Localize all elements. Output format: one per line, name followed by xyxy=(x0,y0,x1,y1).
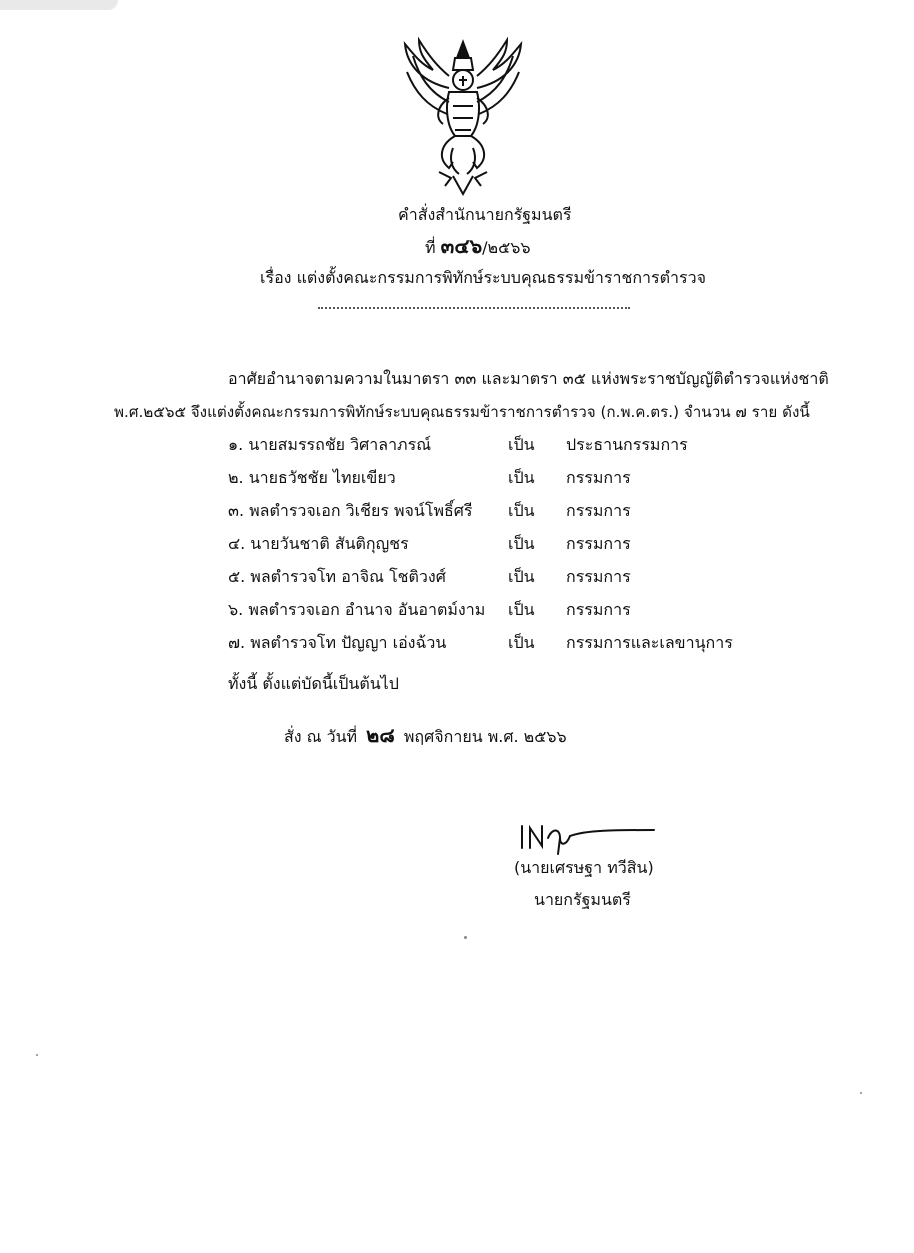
member-as: เป็น xyxy=(508,567,535,586)
order-date xyxy=(284,725,567,747)
order-number-suffix: /๒๕๖๖ xyxy=(482,238,531,257)
member-as: เป็น xyxy=(508,600,535,619)
date-suffix: พฤศจิกายน พ.ศ. ๒๕๖๖ xyxy=(403,727,567,746)
member-role: กรรมการ xyxy=(566,501,631,520)
member-name: ๑. นายสมรรถชัย วิศาลาภรณ์ xyxy=(228,435,432,454)
member-role: กรรมการ xyxy=(566,534,631,553)
member-name: ๔. นายวันชาติ สันติกุญชร xyxy=(228,534,409,553)
member-role: ประธานกรรมการ xyxy=(566,435,688,454)
order-title: คำสั่งสำนักนายกรัฐมนตรี xyxy=(398,205,572,224)
paragraph-line-1: อาศัยอำนาจตามความในมาตรา ๓๓ และมาตรา ๓๕ แห่งพระราชบัญญัติตำรวจแห่งชาติ xyxy=(228,369,829,388)
dotted-divider xyxy=(318,307,630,309)
member-as: เป็น xyxy=(508,435,535,454)
date-day-handwritten: ๒๘ xyxy=(366,723,395,747)
member-role: กรรมการ xyxy=(566,567,631,586)
member-name: ๗. พลตำรวจโท ปัญญา เอ่งฉ้วน xyxy=(228,633,447,652)
order-number-prefix: ที่ xyxy=(425,238,436,257)
member-name: ๖. พลตำรวจเอก อำนาจ อันอาตม์งาม xyxy=(228,600,486,619)
effective-clause: ทั้งนี้ ตั้งแต่บัดนี้เป็นต้นไป xyxy=(228,674,399,693)
member-role: กรรมการ xyxy=(566,468,631,487)
member-role: กรรมการ xyxy=(566,600,631,619)
paper-speck xyxy=(36,1054,38,1056)
member-name: ๒. นายธวัชชัย ไทยเขียว xyxy=(228,468,396,487)
paper-speck xyxy=(464,936,467,939)
paper-speck xyxy=(860,1092,862,1094)
member-as: เป็น xyxy=(508,468,535,487)
order-number-handwritten: ๓๔๖ xyxy=(440,234,483,258)
signatory-position: นายกรัฐมนตรี xyxy=(534,890,631,909)
handwritten-signature xyxy=(516,818,656,856)
order-subject: เรื่อง แต่งตั้งคณะกรรมการพิทักษ์ระบบคุณธรรมข้าราชการตำรวจ xyxy=(260,268,706,287)
member-name: ๓. พลตำรวจเอก วิเชียร พจน์โพธิ์ศรี xyxy=(228,501,473,520)
member-as: เป็น xyxy=(508,501,535,520)
garuda-emblem-icon xyxy=(393,36,533,196)
member-as: เป็น xyxy=(508,633,535,652)
signatory-name: (นายเศรษฐา ทวีสิน) xyxy=(514,858,654,877)
date-prefix: สั่ง ณ วันที่ xyxy=(284,727,358,746)
order-number xyxy=(425,236,531,258)
member-role: กรรมการและเลขานุการ xyxy=(566,633,733,652)
paragraph-line-2: พ.ศ.๒๕๖๕ จึงแต่งตั้งคณะกรรมการพิทักษ์ระบบคุณธรรมข้าราชการตำรวจ (ก.พ.ค.ตร.) จำนวน ๗ ราย ดังนี้ xyxy=(114,403,810,421)
member-as: เป็น xyxy=(508,534,535,553)
page-corner-tab xyxy=(0,0,118,10)
member-name: ๕. พลตำรวจโท อาจิณ โชติวงศ์ xyxy=(228,567,446,586)
